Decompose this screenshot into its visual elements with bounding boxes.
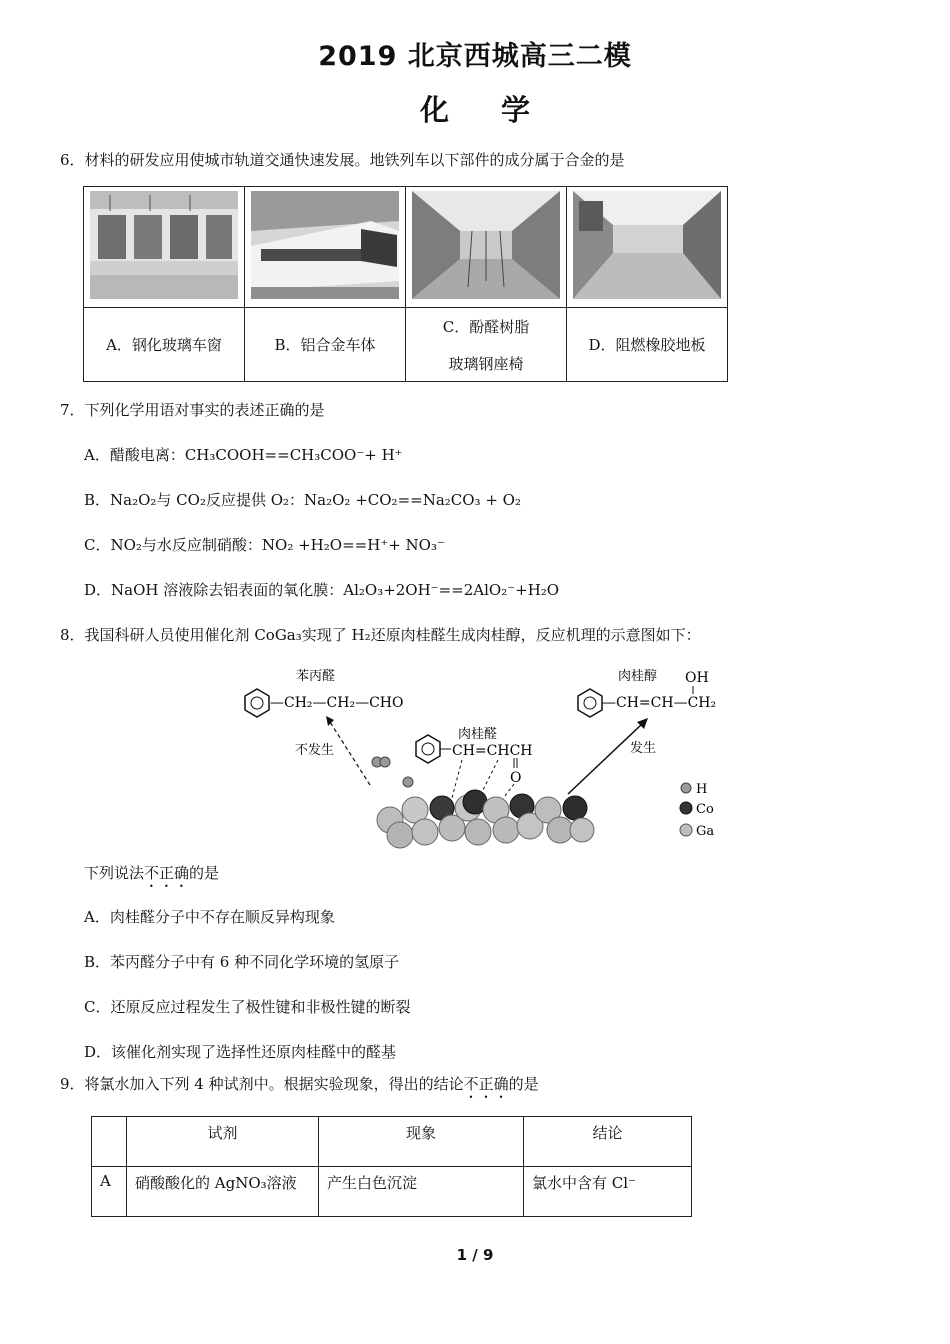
table-cell: A — [92, 1167, 127, 1217]
train-floor-image — [573, 191, 721, 299]
q6-option-a[interactable]: A．钢化玻璃车窗 — [84, 308, 245, 382]
table-cell: 硝酸酸化的 AgNO₃溶液 — [127, 1167, 319, 1217]
legend-co: Co — [696, 802, 714, 817]
catalyst-surface — [377, 777, 594, 848]
q6-option-b[interactable]: B．铝合金车体 — [245, 308, 406, 382]
q8-stem: 8．我国科研人员使用催化剂 CoGa₃实现了 H₂还原肉桂醛生成肉桂醇，反应机理的示意图如下： — [60, 626, 701, 644]
table-header-cell: 试剂 — [127, 1117, 319, 1167]
q8-prompt: 下列说法不正确的是 — [84, 864, 220, 882]
table-header-cell: 结论 — [524, 1117, 692, 1167]
train-body-image — [251, 191, 399, 299]
formula-cinnamyl-alcohol-oh: OH — [685, 670, 709, 686]
emphasis-not-correct: 不正确 — [463, 1075, 509, 1093]
reaction-mechanism-diagram — [230, 660, 730, 850]
q6-stem: 6．材料的研发应用使城市轨道交通快速发展。地铁列车以下部件的成分属于合金的是 — [60, 151, 625, 169]
page-number: 1 / 9 — [456, 1246, 494, 1264]
table-row[interactable] — [92, 1167, 692, 1217]
formula-phenylpropanal: —CH₂—CH₂—CHO — [270, 695, 404, 711]
legend-ga: Ga — [696, 824, 715, 839]
q8-option-d[interactable]: D．该催化剂实现了选择性还原肉桂醛中的醛基 — [84, 1043, 397, 1061]
q6-option-c[interactable]: C．酚醛树脂 玻璃钢座椅 — [406, 308, 567, 382]
table-cell: 产生白色沉淀 — [319, 1167, 524, 1217]
formula-cinnamaldehyde-o: O — [510, 770, 522, 786]
q7-option-d[interactable]: D．NaOH 溶液除去铝表面的氧化膜：Al₂O₃+2OH⁻==2AlO₂⁻+H₂O — [84, 581, 560, 599]
table-header-cell: 现象 — [319, 1117, 524, 1167]
label-cinnamaldehyde: 肉桂醛 — [458, 727, 498, 742]
q6-photo-b — [245, 187, 406, 308]
q6-options-table — [83, 186, 728, 382]
q6-photo-c — [406, 187, 567, 308]
q6-photo-d — [567, 187, 728, 308]
label-phenylpropanal: 苯丙醛 — [296, 669, 336, 684]
legend-h: H — [696, 782, 708, 797]
benzene-ring-right — [578, 689, 602, 717]
q9-stem: 9．将氯水加入下列 4 种试剂中。根据实验现象，得出的结论不正确的是 — [60, 1075, 539, 1093]
q6-option-d[interactable]: D．阻燃橡胶地板 — [567, 308, 728, 382]
diagram-legend — [680, 782, 714, 839]
train-window-image — [90, 191, 238, 299]
q7-option-b[interactable]: B．Na₂O₂与 CO₂反应提供 O₂：Na₂O₂ +CO₂==Na₂CO₃ + O₂ — [84, 491, 521, 509]
q8-option-a[interactable]: A．肉桂醛分子中不存在顺反异构现象 — [84, 908, 335, 926]
q6-photo-a — [84, 187, 245, 308]
emphasis-not-correct: 不正确 — [144, 864, 190, 882]
page-title: 2019 北京西城高三二模 — [318, 41, 632, 72]
train-seat-image — [412, 191, 560, 299]
q8-option-b[interactable]: B．苯丙醛分子中有 6 种不同化学环境的氢原子 — [84, 953, 400, 971]
table-cell: 氯水中含有 Cl⁻ — [524, 1167, 692, 1217]
q7-option-a[interactable]: A．醋酸电离：CH₃COOH==CH₃COO⁻+ H⁺ — [84, 446, 403, 464]
q7-stem: 7．下列化学用语对事实的表述正确的是 — [60, 401, 325, 419]
subject-title: 化学 — [419, 93, 582, 127]
benzene-ring-center — [416, 735, 440, 763]
label-occur: 发生 — [630, 741, 657, 756]
table-header-cell — [92, 1117, 127, 1167]
benzene-ring-left — [245, 689, 269, 717]
q9-table — [91, 1116, 692, 1217]
label-cinnamyl-alcohol: 肉桂醇 — [618, 669, 658, 684]
formula-cinnamyl-alcohol: —CH=CH—CH₂ — [602, 695, 717, 711]
label-not-occur: 不发生 — [295, 743, 335, 758]
formula-cinnamaldehyde: CH=CHCH — [452, 743, 533, 759]
q8-option-c[interactable]: C．还原反应过程发生了极性键和非极性键的断裂 — [84, 998, 411, 1016]
q7-option-c[interactable]: C．NO₂与水反应制硝酸：NO₂ +H₂O==H⁺+ NO₃⁻ — [84, 536, 445, 554]
